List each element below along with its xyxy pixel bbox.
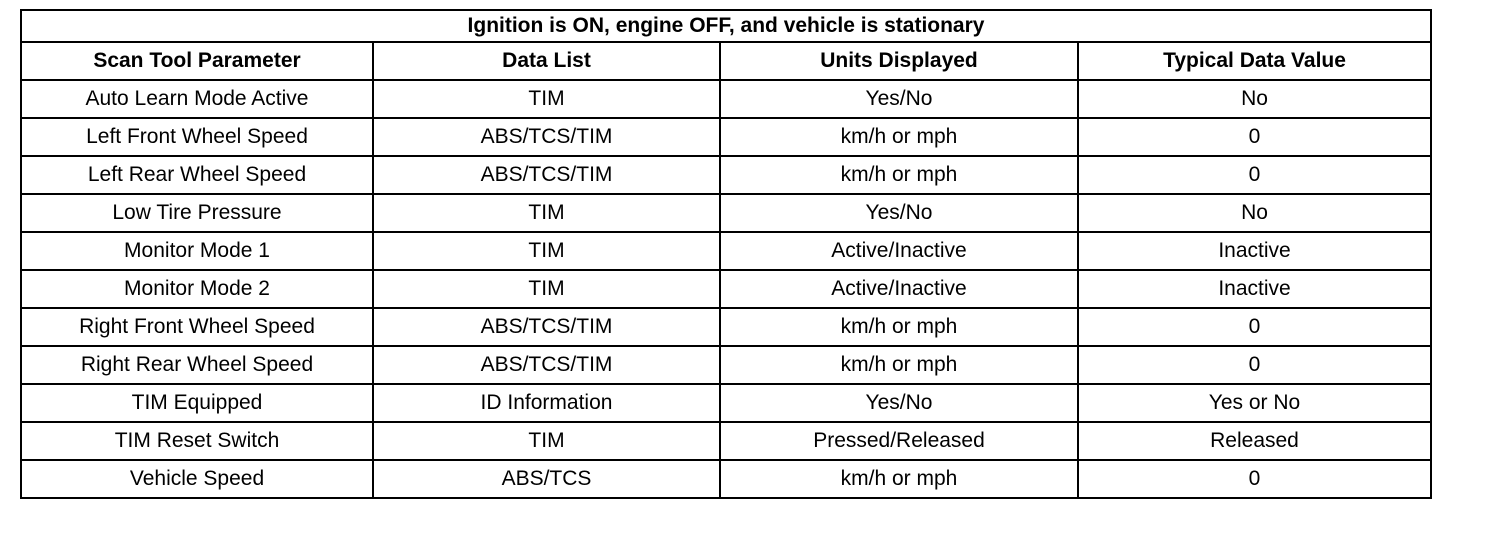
cell-scan-tool-parameter: Left Rear Wheel Speed <box>21 156 373 194</box>
cell-typical-data-value: No <box>1078 80 1431 118</box>
cell-scan-tool-parameter: Monitor Mode 1 <box>21 232 373 270</box>
table-caption: Ignition is ON, engine OFF, and vehicle is stationary <box>21 10 1431 42</box>
cell-data-list: ABS/TCS/TIM <box>373 156 720 194</box>
cell-data-list: ABS/TCS/TIM <box>373 346 720 384</box>
cell-units-displayed: Yes/No <box>720 80 1078 118</box>
cell-units-displayed: Yes/No <box>720 194 1078 232</box>
column-header-units-displayed: Units Displayed <box>720 42 1078 80</box>
cell-units-displayed: km/h or mph <box>720 118 1078 156</box>
table-row <box>21 308 1431 346</box>
table-row <box>21 270 1431 308</box>
column-header-typical-data-value: Typical Data Value <box>1078 42 1431 80</box>
cell-scan-tool-parameter: Right Rear Wheel Speed <box>21 346 373 384</box>
cell-scan-tool-parameter: TIM Equipped <box>21 384 373 422</box>
cell-scan-tool-parameter: Auto Learn Mode Active <box>21 80 373 118</box>
cell-typical-data-value: 0 <box>1078 346 1431 384</box>
cell-data-list: TIM <box>373 232 720 270</box>
cell-scan-tool-parameter: Low Tire Pressure <box>21 194 373 232</box>
cell-typical-data-value: 0 <box>1078 460 1431 498</box>
table-row <box>21 384 1431 422</box>
cell-data-list: ID Information <box>373 384 720 422</box>
cell-scan-tool-parameter: Monitor Mode 2 <box>21 270 373 308</box>
cell-data-list: ABS/TCS <box>373 460 720 498</box>
cell-scan-tool-parameter: Left Front Wheel Speed <box>21 118 373 156</box>
table-row <box>21 156 1431 194</box>
cell-typical-data-value: Inactive <box>1078 232 1431 270</box>
table-row <box>21 460 1431 498</box>
cell-units-displayed: km/h or mph <box>720 308 1078 346</box>
cell-data-list: TIM <box>373 194 720 232</box>
cell-units-displayed: Active/Inactive <box>720 232 1078 270</box>
column-header-data-list: Data List <box>373 42 720 80</box>
cell-typical-data-value: Released <box>1078 422 1431 460</box>
cell-typical-data-value: 0 <box>1078 156 1431 194</box>
cell-units-displayed: km/h or mph <box>720 156 1078 194</box>
cell-data-list: TIM <box>373 80 720 118</box>
table-caption-row <box>21 10 1431 42</box>
cell-typical-data-value: No <box>1078 194 1431 232</box>
cell-scan-tool-parameter: Vehicle Speed <box>21 460 373 498</box>
table-row <box>21 194 1431 232</box>
cell-data-list: ABS/TCS/TIM <box>373 118 720 156</box>
cell-units-displayed: km/h or mph <box>720 460 1078 498</box>
cell-scan-tool-parameter: Right Front Wheel Speed <box>21 308 373 346</box>
cell-typical-data-value: Inactive <box>1078 270 1431 308</box>
cell-units-displayed: Active/Inactive <box>720 270 1078 308</box>
cell-units-displayed: Pressed/Released <box>720 422 1078 460</box>
table-header-row <box>21 42 1431 80</box>
cell-typical-data-value: 0 <box>1078 308 1431 346</box>
cell-typical-data-value: 0 <box>1078 118 1431 156</box>
table-row <box>21 232 1431 270</box>
table-row <box>21 80 1431 118</box>
cell-data-list: TIM <box>373 422 720 460</box>
cell-typical-data-value: Yes or No <box>1078 384 1431 422</box>
scan-tool-data-sheet <box>20 9 1430 499</box>
cell-units-displayed: Yes/No <box>720 384 1078 422</box>
table-row <box>21 118 1431 156</box>
cell-data-list: TIM <box>373 270 720 308</box>
cell-scan-tool-parameter: TIM Reset Switch <box>21 422 373 460</box>
scan-tool-data-table <box>20 9 1432 499</box>
cell-units-displayed: km/h or mph <box>720 346 1078 384</box>
column-header-scan-tool-parameter: Scan Tool Parameter <box>21 42 373 80</box>
table-row <box>21 422 1431 460</box>
cell-data-list: ABS/TCS/TIM <box>373 308 720 346</box>
table-row <box>21 346 1431 384</box>
